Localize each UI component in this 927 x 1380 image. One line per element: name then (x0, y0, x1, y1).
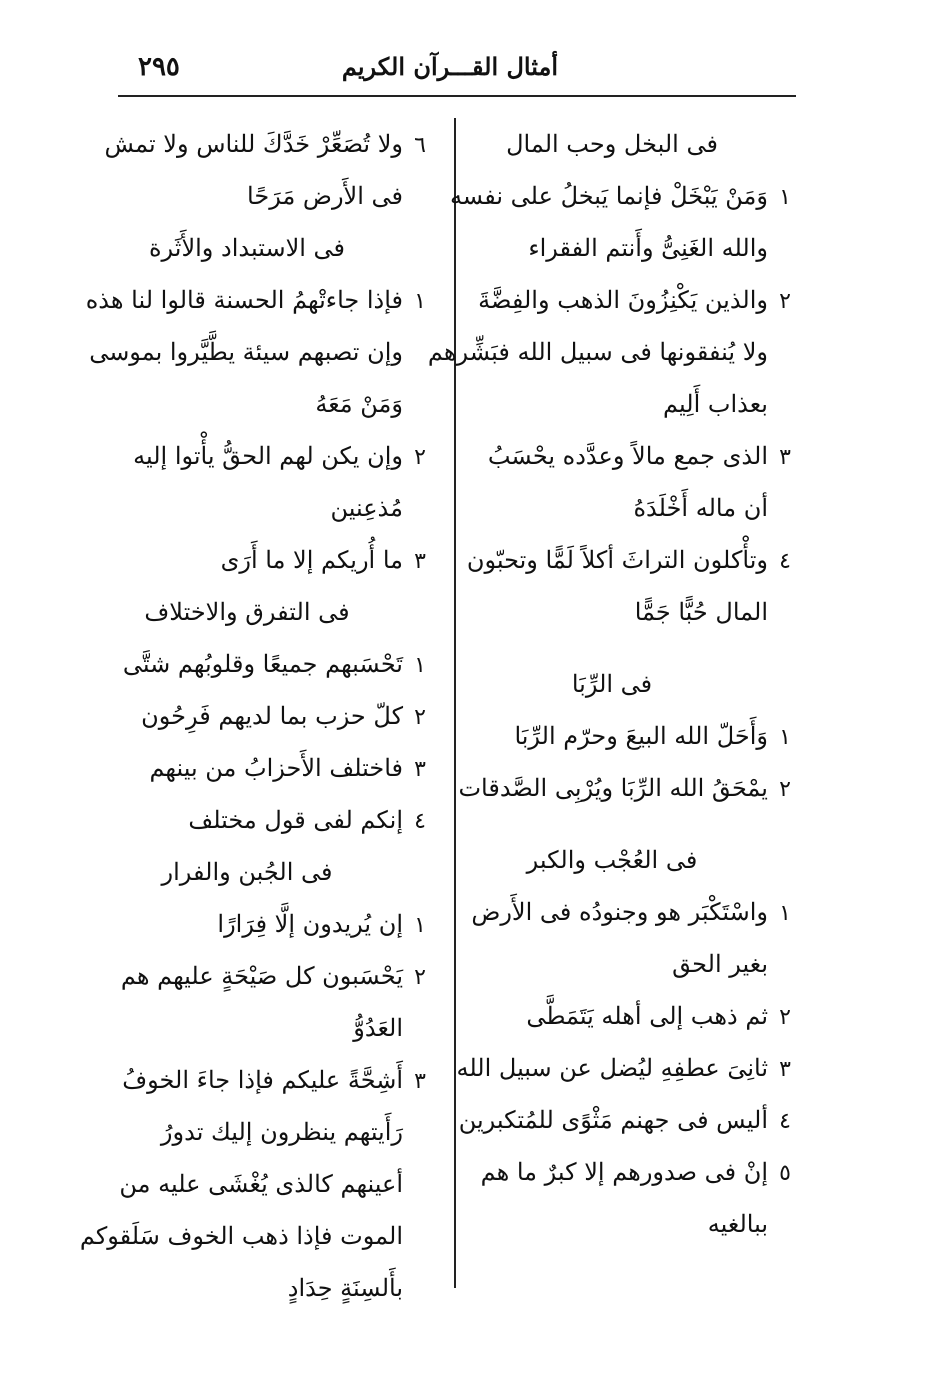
verse-item (97, 742, 437, 794)
left-column (79, 118, 437, 1314)
verse-text: وتأْكلون التراثَ أكلاً لَمًّا وتحبّون (466, 546, 768, 574)
verse-text: فاختلف الأَحزابُ من بينهم (149, 754, 403, 782)
verse-text: أليس فى جهنم مَثْوًى للمُتكبرين (458, 1106, 768, 1134)
verse-item (458, 1094, 802, 1146)
verse-number: ٤ (779, 549, 791, 574)
verse-text: كلّ حزب بما لديهم فَرِحُون (141, 702, 403, 730)
verse-item (85, 274, 437, 326)
verse-text: ولا تُصَعِّرْ خَدَّكَ للناس ولا تمش (104, 130, 403, 158)
verse-text: الذى جمع مالاً وعدَّده يحْسَبُ (487, 442, 768, 470)
verse-item (97, 118, 437, 170)
verse-continuation: بعذاب أَلِيم (663, 390, 768, 418)
verse-number: ٦ (414, 133, 426, 158)
verse-number: ٢ (414, 445, 426, 470)
verse-text: إنْ فى صدورهم إلا كبرٌ ما هم (480, 1158, 768, 1186)
verse-number: ٥ (779, 1161, 791, 1186)
verse-continuation: بغير الحق (672, 950, 768, 978)
verse-item (462, 990, 802, 1042)
section-heading: فى الاستبداد والأَثَرة (148, 234, 346, 262)
verse-item (97, 1054, 437, 1106)
verse-item (456, 1042, 802, 1094)
verse-item (449, 170, 802, 222)
verse-number: ٣ (414, 1069, 426, 1094)
verse-number: ٢ (779, 289, 791, 314)
verse-continuation: ولا يُنفقونها فى سبيل الله فبَشِّرهم (427, 338, 768, 366)
verse-number: ١ (779, 185, 791, 210)
verse-continuation: المال حُبًّا جَمًّا (634, 598, 768, 626)
verse-text: ما أُريكم إلا ما أَرَى (220, 546, 403, 574)
running-title: أمثال القـــرآن الكريم (341, 52, 558, 81)
verse-number: ٣ (414, 549, 426, 574)
verse-number: ١ (414, 289, 426, 314)
verse-item (97, 690, 437, 742)
verse-text: والذين يَكْنِزُونَ الذهب والفِضَّةَ (478, 286, 768, 314)
verse-number: ١ (779, 725, 791, 750)
verse-number: ١ (779, 901, 791, 926)
section-heading: فى الرِّبَا (571, 670, 653, 698)
verse-text: وَأَحَلّ الله البيعَ وحرّم الرِّبَا (514, 722, 768, 750)
verse-item (462, 534, 802, 586)
verse-item (97, 898, 437, 950)
verse-continuation: الموت فإذا ذهب الخوف سَلَقوكم (79, 1222, 403, 1250)
verse-continuation: العَدُوُّ (353, 1014, 403, 1042)
verse-text: يمْحَقُ الله الرِّبَا ويُرْبِى الصَّدقات (458, 774, 768, 802)
verse-text: إنكم لفى قول مختلف (188, 806, 403, 834)
verse-number: ٤ (414, 809, 426, 834)
verse-continuation: رَأَيتهم ينظرون إليك تدورُ (160, 1118, 403, 1146)
verse-continuation: بأَلسِنَةٍ حِدَادٍ (287, 1274, 403, 1302)
spacer (462, 814, 802, 834)
verse-text: فإذا جاءتْهمُ الحسنة قالوا لنا هذه (85, 286, 403, 314)
verse-item (462, 1146, 802, 1198)
verse-text: يَحْسَبون كل صَيْحَةٍ عليهم هم (120, 962, 403, 990)
section-heading: فى التفرق والاختلاف (144, 598, 350, 626)
verse-text: تَحْسَبهم جميعًا وقلوبُهم شتَّى (122, 650, 403, 678)
section-heading: فى البخل وحب المال (506, 130, 718, 158)
verse-number: ١ (414, 653, 426, 678)
verse-text: أَشِحَّةً عليكم فإذا جاءَ الخوفُ (122, 1066, 403, 1094)
verse-item (458, 762, 802, 814)
verse-item (97, 638, 437, 690)
verse-item (462, 430, 802, 482)
section-heading: فى العُجْب والكبر (526, 846, 698, 874)
verse-number: ٢ (414, 705, 426, 730)
verse-item (97, 794, 437, 846)
section-heading: فى الجُبن والفرار (161, 858, 333, 886)
verse-item (462, 886, 802, 938)
verse-item (462, 274, 802, 326)
verse-number: ٤ (779, 1109, 791, 1134)
verse-item (97, 534, 437, 586)
verse-continuation: وإن تصبهم سيئة يطَّيَّروا بموسى (89, 338, 403, 366)
verse-item (462, 710, 802, 762)
verse-continuation: أعينهم كالذى يُغْشَى عليه من (119, 1170, 403, 1198)
verse-text: إن يُريدون إلَّا فِرَارًا (217, 910, 403, 938)
verse-item (97, 950, 437, 1002)
page-number: ٢٩٥ (138, 52, 180, 82)
verse-continuation: فى الأَرض مَرَحًا (247, 182, 403, 210)
verse-continuation: والله الغَنِىُّ وأَنتم الفقراء (528, 234, 768, 262)
verse-item (97, 430, 437, 482)
verse-number: ٢ (779, 777, 791, 802)
verse-number: ٣ (414, 757, 426, 782)
verse-number: ١ (414, 913, 426, 938)
verse-continuation: وَمَنْ مَعَهُ (315, 390, 403, 418)
verse-continuation: أن ماله أَخْلَدَهُ (633, 494, 768, 522)
verse-number: ٢ (414, 965, 426, 990)
verse-text: واسْتَكْبَر هو وجنودُه فى الأَرض (471, 898, 768, 926)
header-rule (118, 95, 796, 97)
verse-number: ٣ (779, 445, 791, 470)
verse-continuation: ببالغيه (707, 1210, 768, 1238)
verse-text: ثانِىَ عطفِهِ ليُضل عن سبيل الله (456, 1054, 768, 1082)
verse-text: وَمَنْ يَبْخَلْ فإنما يَبخلُ على نفسه (449, 182, 768, 210)
verse-number: ٣ (779, 1057, 791, 1082)
right-column (427, 118, 802, 1250)
page-header (118, 52, 798, 92)
verse-continuation: مُذعِنين (330, 494, 403, 522)
verse-text: وإن يكن لهم الحقُّ يأْتوا إليه (133, 442, 403, 470)
spacer (462, 638, 802, 658)
verse-number: ٢ (779, 1005, 791, 1030)
column-divider (454, 118, 456, 1288)
verse-text: ثم ذهب إلى أهله يَتَمَطَّى (526, 1002, 768, 1030)
